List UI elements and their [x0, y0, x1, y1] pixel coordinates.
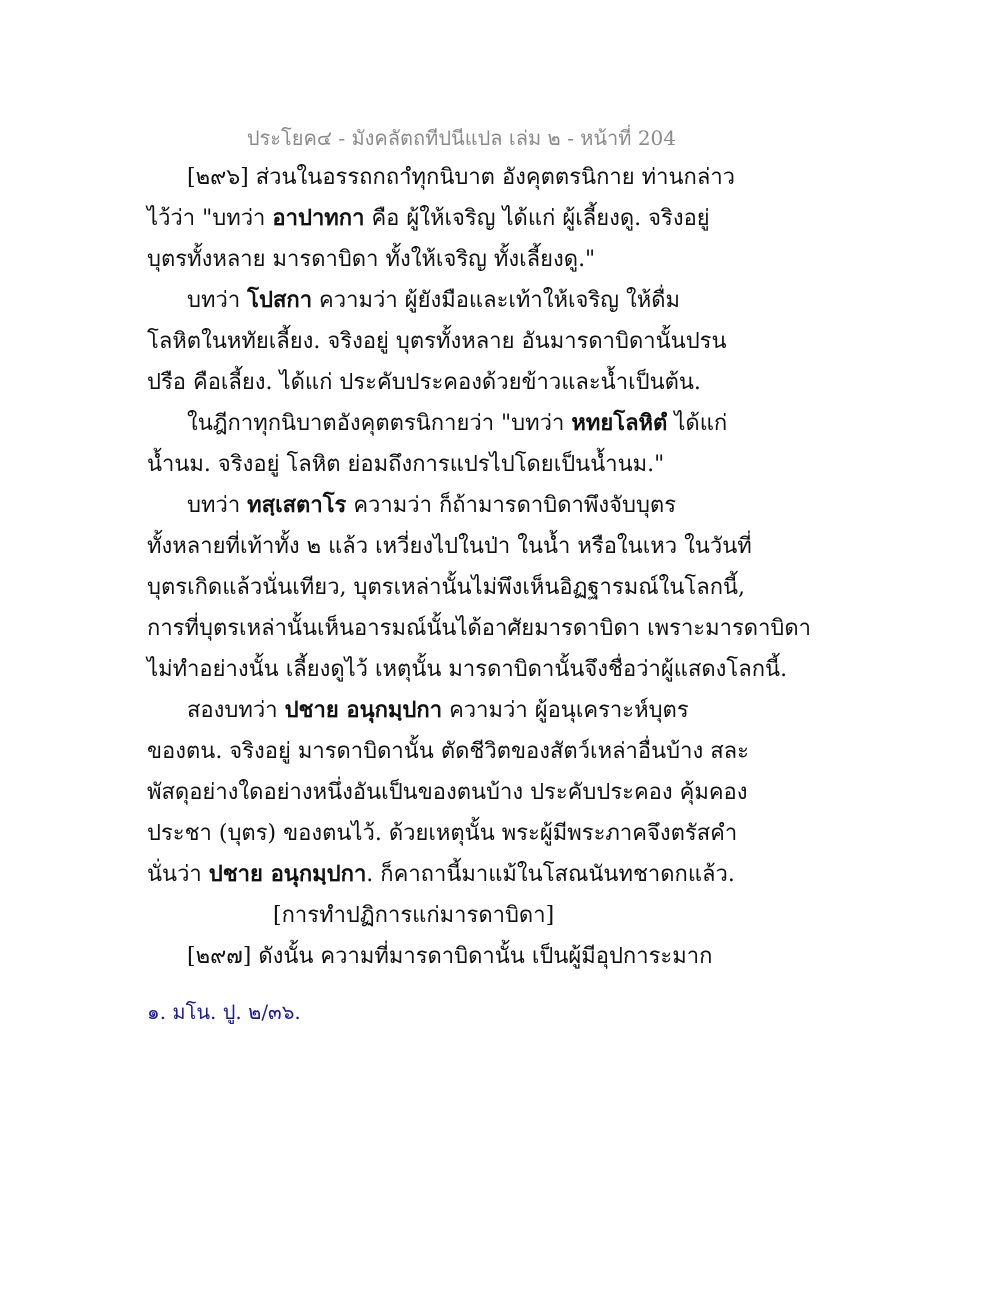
text-span: นั่นว่า — [147, 862, 209, 887]
pali-term: อาปาทกา — [272, 205, 365, 231]
paragraph-anukampaka-line-2 — [147, 731, 749, 772]
text-span: [การทำปฏิการแก่มารดาบิดา] — [273, 903, 555, 928]
text-span: บทว่า — [187, 288, 248, 313]
page-body — [147, 157, 812, 977]
text-span: [๒๙๗] ดังนั้น ความที่มารดาบิดานั้น เป็นผู้มีอุปการะมาก — [187, 944, 713, 969]
text-span: บุตรเกิดแล้วนั่นเทียว, บุตรเหล่านั้นไม่พึงเห็นอิฏฐารมณ์ในโลกนี้, — [147, 575, 746, 600]
text-span: โลหิตในหทัยเลี้ยง. จริงอยู่ บุตรทั้งหลาย อันมารดาบิดานั้นปรน — [147, 329, 727, 354]
text-span: ความว่า ก็ถ้ามารดาบิดาพึงจับบุตร — [346, 493, 677, 518]
pali-term: หทยโลหิตํ — [571, 410, 668, 436]
text-span: ประชา (บุตร) ของตนไว้. ด้วยเหตุนั้น พระผู้มีพระภาคจึงตรัสคำ — [147, 821, 738, 846]
text-span: น้ำนม. จริงอยู่ โลหิต ย่อมถึงการแปรไปโดยเป็นน้ำนม." — [147, 452, 665, 477]
paragraph-tika-line-2 — [147, 444, 707, 485]
paragraph-297-line-1 — [147, 936, 713, 977]
text-span: . ก็คาถานี้มาแม้ในโสณนันทชาดกแล้ว. — [366, 862, 735, 887]
text-span: บทว่า — [187, 493, 248, 518]
paragraph-anukampaka-line-4 — [147, 813, 738, 854]
paragraph-anukampaka-line-5 — [147, 854, 735, 895]
paragraph-dassetaro-line-5 — [147, 649, 788, 690]
text-span: ความว่า ผู้ยังมือและเท้าให้เจริญ ให้ดื่ม — [312, 288, 681, 313]
pali-term: ปชาย อนุกมฺปกา — [284, 697, 443, 723]
pali-term: ปชาย อนุกมฺปกา — [208, 861, 367, 887]
text-span: [๒๙๖] ส่วนในอรรถกถาํทุกนิบาต อังคุตตรนิกาย ท่านกล่าว — [187, 165, 736, 190]
paragraph-296-line-1 — [147, 157, 736, 198]
paragraph-dassetaro-line-2 — [147, 526, 752, 567]
text-span: สองบทว่า — [187, 698, 285, 723]
paragraph-dassetaro-line-4 — [147, 608, 812, 649]
text-span: ปรือ คือเลี้ยง. ได้แก่ ประคับประคองด้วยข้าวและน้ำเป็นต้น. — [147, 370, 701, 395]
text-span: ไม่ทำอย่างนั้น เลี้ยงดูไว้ เหตุนั้น มารดาบิดานั้นจึงชื่อว่าผู้แสดงโลกนี้. — [147, 657, 788, 682]
paragraph-posaka-line-2 — [147, 321, 727, 362]
text-span: ทั้งหลายที่เท้าทั้ง ๒ แล้ว เหวี่ยงไปในป่า ในน้ำ หรือในเหว ในวันที่ — [147, 534, 752, 559]
paragraph-anukampaka-line-1 — [147, 690, 707, 731]
text-span: ความว่า ผู้อนุเคราะห์บุตร — [442, 698, 689, 723]
paragraph-tika-line-1 — [147, 403, 728, 444]
footnote: ๑. มโน. ปู. ๒/๓๖. — [147, 1000, 301, 1024]
text-span: ของตน. จริงอยู่ มารดาบิดานั้น ตัดชีวิตของสัตว์เหล่าอื่นบ้าง สละ — [147, 739, 749, 764]
paragraph-anukampaka-line-3 — [147, 772, 748, 813]
paragraph-296-line-2 — [147, 198, 710, 239]
paragraph-dassetaro-line-3 — [147, 567, 746, 608]
paragraph-posaka-line-3 — [147, 362, 707, 403]
text-span: คือ ผู้ให้เจริญ ได้แก่ ผู้เลี้ยงดู. จริงอยู่ — [364, 206, 710, 231]
text-span: พัสดุอย่างใดอย่างหนึ่งอันเป็นของตนบ้าง ประคับประคอง คุ้มคอง — [147, 780, 748, 805]
paragraph-posaka-line-1 — [147, 280, 707, 321]
text-span: การที่บุตรเหล่านั้นเห็นอารมณ์นั้นได้อาศัยมารดาบิดา เพราะมารดาบิดา — [147, 616, 812, 641]
running-header: ประโยค๔ - มังคลัตถทีปนีแปล เล่ม ๒ - หน้าที่ 204 — [246, 126, 676, 150]
text-span: ไว้ว่า "บทว่า — [147, 206, 273, 231]
pali-term: โปสกา — [247, 287, 313, 313]
text-span: บุตรทั้งหลาย มารดาบิดา ทั้งให้เจริญ ทั้งเลี้ยงดู." — [147, 247, 596, 272]
text-span: ได้แก่ — [667, 411, 728, 436]
paragraph-296-line-3 — [147, 239, 707, 280]
section-heading — [147, 895, 707, 936]
pali-term: ทสฺเสตาโร — [247, 492, 347, 518]
text-span: ในฎีกาทุกนิบาตอังคุตตรนิกายว่า "บทว่า — [187, 411, 572, 436]
paragraph-dassetaro-line-1 — [147, 485, 707, 526]
